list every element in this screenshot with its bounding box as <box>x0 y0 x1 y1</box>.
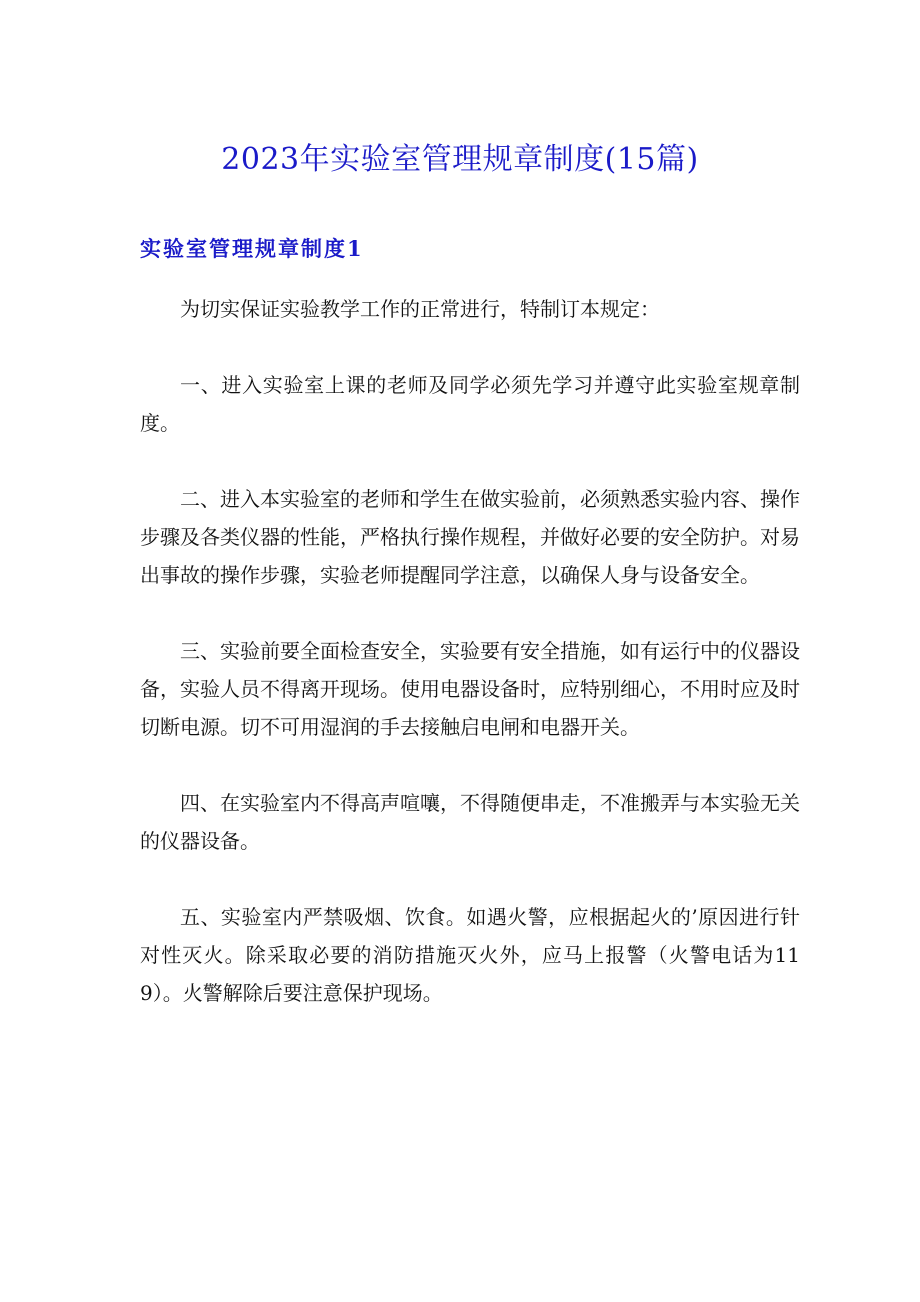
rule-paragraph-5: 五、实验室内严禁吸烟、饮食。如遇火警，应根据起火的’原因进行针对性灭火。除采取必要的消防措施灭火外，应马上报警（火警电话为119）。火警解除后要注意保护现场。 <box>140 905 800 1005</box>
section-heading: 实验室管理规章制度1 <box>140 236 364 261</box>
intro-paragraph: 为切实保证实验教学工作的正常进行，特制订本规定： <box>180 297 660 321</box>
rule-paragraph-3: 三、实验前要全面检查安全，实验要有安全措施，如有运行中的仪器设备，实验人员不得离开现场。使用电器设备时，应特别细心，不用时应及时切断电源。切不可用湿润的手去接触启电闸和电器开关。 <box>140 639 800 739</box>
rule-paragraph-4: 四、在实验室内不得高声喧嚷，不得随便串走，不准搬弄与本实验无关的仪器设备。 <box>140 791 800 853</box>
document-body <box>140 290 800 1050</box>
rule-paragraph-2: 二、进入本实验室的老师和学生在做实验前，必须熟悉实验内容、操作步骤及各类仪器的性能，严格执行操作规程，并做好必要的安全防护。对易出事故的操作步骤，实验老师提醒同学注意，以确保人身与设备安全。 <box>140 487 800 587</box>
document-title: 2023年实验室管理规章制度(15篇) <box>221 142 699 177</box>
rule-paragraph-1: 一、进入实验室上课的老师及同学必须先学习并遵守此实验室规章制度。 <box>140 373 800 435</box>
